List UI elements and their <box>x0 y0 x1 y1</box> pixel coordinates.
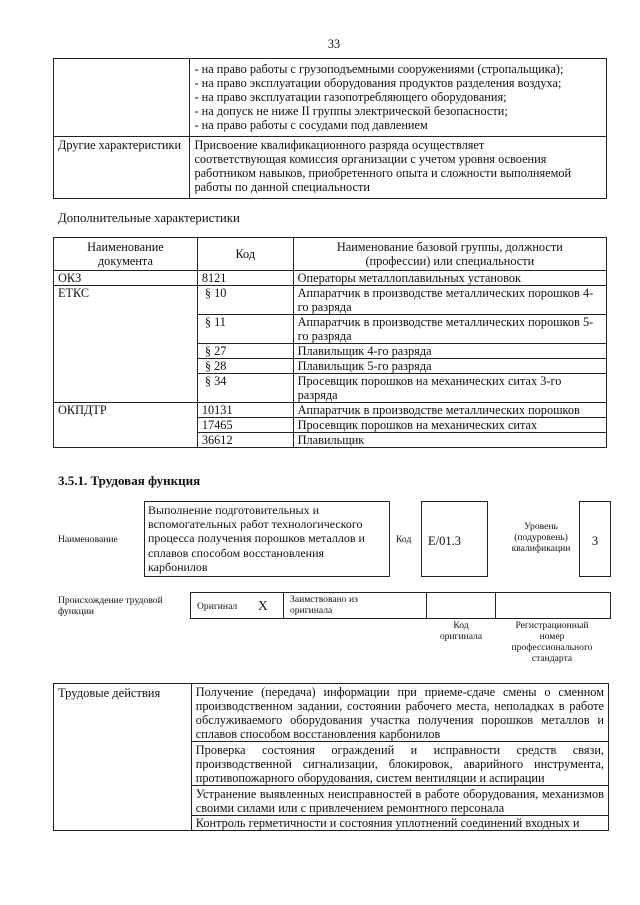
name-cell: Плавильщик 5-го разряда <box>293 359 606 374</box>
other-characteristics-label: Другие характеристики <box>54 137 190 199</box>
requirements-table <box>53 58 607 199</box>
action-item: Проверка состояния ограждений и исправности средств связи, производственной сигнализации, блокировок, аварийного инструмента, противопожарного оборудования, систем вентиляции и аспирации <box>191 742 608 786</box>
additional-characteristics-table <box>53 237 607 448</box>
name-cell: Аппаратчик в производстве металлических порошков <box>293 403 606 418</box>
level-label: Уровень (подуровень) квалификации <box>511 521 571 554</box>
function-name-box <box>144 501 390 577</box>
additional-characteristics-title: Дополнительные характеристики <box>58 211 240 225</box>
origin-code-cell <box>427 593 496 618</box>
header-document: Наименование документа <box>54 238 198 271</box>
borrowed-label: Заимствовано из оригинала <box>290 594 358 616</box>
header-group-name: Наименование базовой группы, должности (профессии) или специальности <box>293 238 606 271</box>
code-cell: 8121 <box>197 271 293 286</box>
code-cell: 36612 <box>197 433 293 448</box>
function-name-text: Выполнение подготовительных и вспомогательных работ технологического процесса получения порошков металлов и сплавов способом восстановления карбонилов <box>148 503 365 574</box>
code-box <box>421 501 488 577</box>
rights-item: - на право эксплуатации газопотребляющего оборудования; <box>194 90 507 104</box>
code-label: Код <box>396 534 412 545</box>
section-title: 3.5.1. Трудовая функция <box>58 473 201 488</box>
origin-reg-cell <box>496 593 610 618</box>
code-cell: 10131 <box>197 403 293 418</box>
action-item: Контроль герметичности и состояния уплотнений соединений входных и <box>191 816 608 831</box>
original-mark: X <box>258 598 268 613</box>
name-label: Наименование <box>58 534 118 545</box>
table-row <box>54 286 607 315</box>
doc-cell: ОКПДТР <box>54 403 198 448</box>
other-characteristics-text: Присвоение квалификационного разряда осуществляет соответствующая комиссия организации с учетом уровня освоения работником навыков, приобретенного опыта и сложности выполняемой работы по данной специальности <box>190 137 607 199</box>
doc-cell: ОКЗ <box>54 271 198 286</box>
origin-row <box>190 592 611 619</box>
name-cell: Просевщик порошков на механических ситах 3-го разряда <box>293 374 606 403</box>
name-cell: Аппаратчик в производстве металлических порошков 4-го разряда <box>293 286 606 315</box>
code-cell: § 10 <box>197 286 293 315</box>
name-cell: Плавильщик <box>293 433 606 448</box>
rights-list <box>190 59 607 137</box>
empty-label-cell <box>54 59 190 137</box>
origin-code-caption: Код оригинала <box>439 620 483 642</box>
code-cell: § 11 <box>197 315 293 344</box>
doc-cell: ЕТКС <box>54 286 198 403</box>
action-item: Получение (передача) информации при приеме-сдаче смены о сменном производственном задании, состоянии рабочего места, неполадках в работе обслуживаемого оборудования участка получения порошков металлов и сплавов способом восстановления карбонилов <box>191 684 608 742</box>
rights-item: - на право работы с сосудами под давлением <box>194 118 428 132</box>
page-number: 33 <box>327 37 341 51</box>
level-box <box>579 501 611 577</box>
header-code: Код <box>197 238 293 271</box>
original-label: Оригинал <box>197 601 238 612</box>
name-cell: Просевщик порошков на механических ситах <box>293 418 606 433</box>
borrowed-cell <box>284 593 427 618</box>
code-cell: § 27 <box>197 344 293 359</box>
table-row <box>54 271 607 286</box>
table-row <box>54 403 607 418</box>
origin-label: Происхождение трудовой функции <box>58 595 163 617</box>
origin-reg-caption: Регистрационный номер профессионального стандарта <box>511 620 593 664</box>
labour-actions-table <box>53 683 609 831</box>
rights-item: - на допуск не ниже II группы электрической безопасности; <box>194 104 508 118</box>
rights-item: - на право работы с грузоподъемными сооружениями (стропальщика); <box>194 62 564 76</box>
level-value: 3 <box>591 534 599 548</box>
original-cell <box>191 593 284 618</box>
code-cell: 17465 <box>197 418 293 433</box>
code-cell: § 34 <box>197 374 293 403</box>
name-cell: Операторы металлоплавильных установок <box>293 271 606 286</box>
code-value: E/01.3 <box>428 534 461 548</box>
name-cell: Аппаратчик в производстве металлических порошков 5-го разряда <box>293 315 606 344</box>
action-item: Устранение выявленных неисправностей в работе оборудования, механизмов своими силами или с привлечением ремонтного персонала <box>191 786 608 816</box>
actions-label: Трудовые действия <box>54 684 192 831</box>
rights-item: - на право эксплуатации оборудования продуктов разделения воздуха; <box>194 76 562 90</box>
code-cell: § 28 <box>197 359 293 374</box>
name-cell: Плавильщик 4-го разряда <box>293 344 606 359</box>
